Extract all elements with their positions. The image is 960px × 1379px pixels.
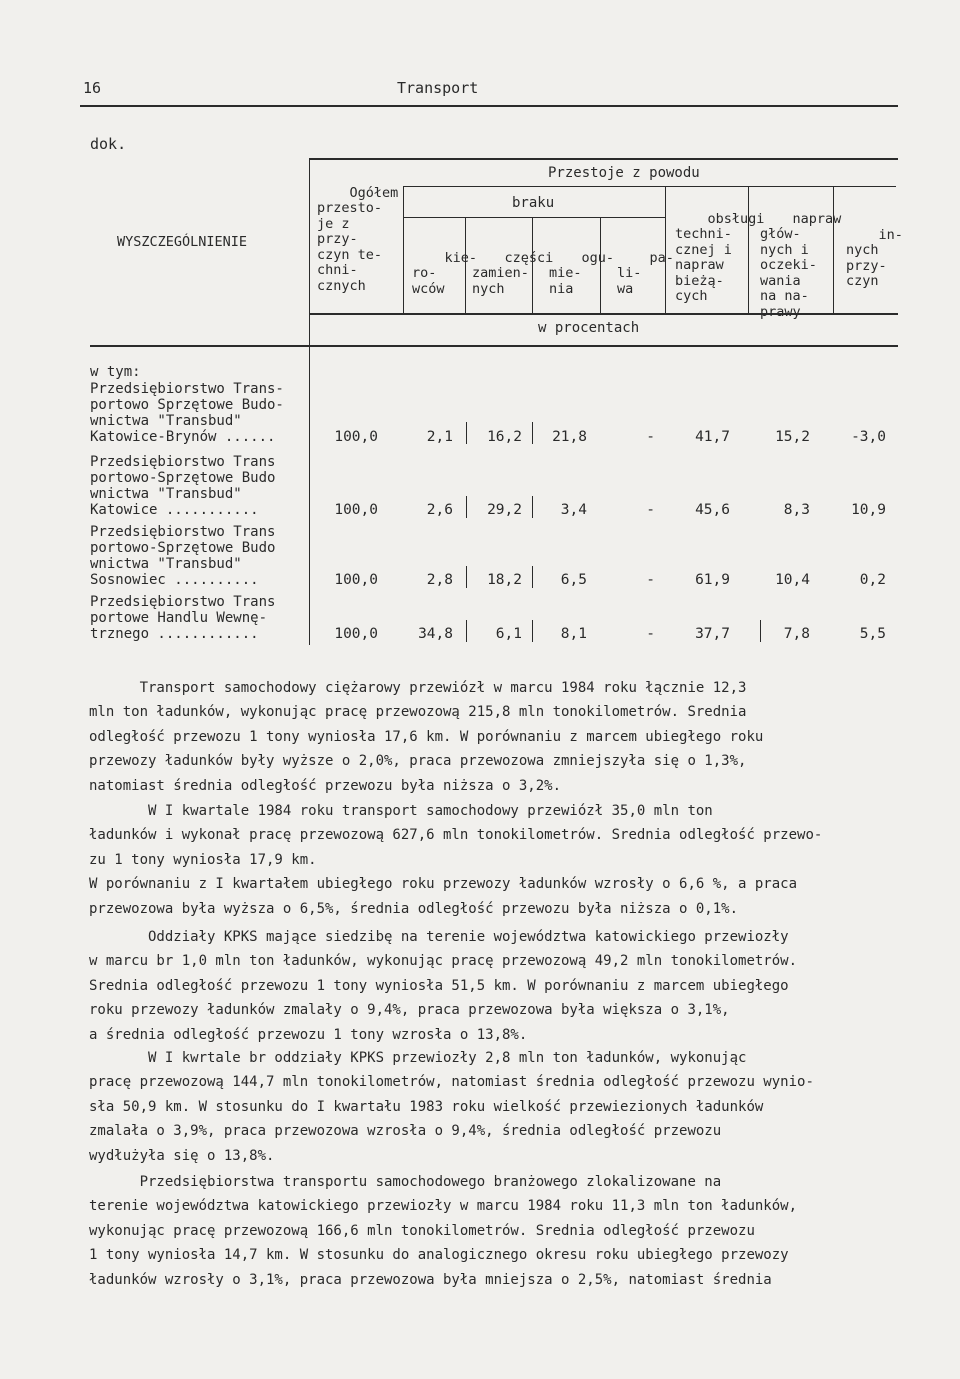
- col-header-paliwa: pa- li- wa: [617, 249, 674, 297]
- row-name-line: portowo-Sprzętowe Budo: [90, 540, 276, 556]
- row-name-last: trznego ............: [90, 626, 259, 642]
- value-paliwa: -: [646, 572, 655, 588]
- row-name-line: portowo Sprzętowe Budo-: [90, 397, 284, 413]
- value-czesci: 29,2: [487, 502, 522, 518]
- row-name-last: Katowice-Brynów ......: [90, 429, 276, 445]
- row-name-line: portowe Handlu Wewnę-: [90, 610, 268, 626]
- row-name-line: Przedsiębiorstwo Trans: [90, 454, 276, 470]
- row-name-last: Katowice ...........: [90, 502, 259, 518]
- unit-row-label: w procentach: [538, 320, 640, 336]
- value-paliwa: -: [646, 626, 655, 642]
- value-czesci: 6,1: [495, 626, 522, 642]
- value-innych: 0,2: [859, 572, 886, 588]
- col-header-czesci: części zamien- nych: [472, 249, 554, 297]
- value-innych: 5,5: [859, 626, 886, 642]
- value-napraw: 7,8: [783, 626, 810, 642]
- value-obslugi: 61,9: [695, 572, 730, 588]
- value-kierowcow: 2,1: [426, 429, 453, 445]
- value-ogumienia: 3,4: [560, 502, 587, 518]
- value-napraw: 15,2: [775, 429, 810, 445]
- paragraph: Oddziały KPKS mające siedzibę na terenie województwa katowickiego przewiozły w marcu br 1,0 mln ton ładunków, wykonując pracę przewozową 49,2 mln tonokilometrów. Srednia odległość przewozu 1 tony wyniosła 51,5 km. W porównaniu z marcem ubiegłego roku przewozy ładunków zmalały o 9,4%, praca przewozowa była większa o 3,1%, a średnia odległość przewozu 1 tony wzrosła o 13,8%.: [89, 929, 798, 1043]
- value-czesci: 18,2: [487, 572, 522, 588]
- row-name-line: Przedsiębiorstwo Trans: [90, 524, 276, 540]
- value-czesci: 16,2: [487, 429, 522, 445]
- value-total: 100,0: [334, 626, 378, 642]
- value-kierowcow: 2,8: [426, 572, 453, 588]
- value-obslugi: 41,7: [695, 429, 730, 445]
- col-header-ogumienia: ogu- mie- nia: [549, 249, 615, 297]
- paragraph: Przedsiębiorstwa transportu samochodowego branżowego zlokalizowane na terenie województwa katowickiego przewiozły w marcu 1984 roku 11,3 mln ton ładunków, wykonując pracę przewozową 166,6 mln tonokilometrów. Srednia odległość przewozu 1 tony wyniosła 14,7 km. W stosunku do analogicznego okresu roku ubiegłego przewozy ładunków wzrosły o 3,1%, praca przewozowa była mniejsza o 2,5%, natomiast średnia: [89, 1174, 798, 1288]
- table-top-rule: [309, 158, 898, 160]
- row-name-line: wnictwa "Transbud": [90, 486, 242, 502]
- col-header-kierowcow: kie- ro- wców: [412, 249, 478, 297]
- value-obslugi: 45,6: [695, 502, 730, 518]
- paragraph: W I kwartale 1984 roku transport samochodowy przewiózł 35,0 mln ton ładunków i wykonał pracę przewozową 627,6 mln tonokilometrów. Srednia odległość przewo- zu 1 tony wyniosła 17,9 km. W porównaniu z I kwartałem ubiegłego roku przewozy ładunków wzrosły o 6,6 %, a praca przewozowa była wyższa o 6,5%, średnia odległość przewozu była niższa o 0,1%.: [89, 803, 823, 917]
- value-obslugi: 37,7: [695, 626, 730, 642]
- value-innych: -3,0: [851, 429, 886, 445]
- value-kierowcow: 34,8: [418, 626, 453, 642]
- page-number: 16: [83, 79, 102, 97]
- braku-rule: [403, 217, 665, 218]
- value-innych: 10,9: [851, 502, 886, 518]
- col-header-innych: in- nych przy- czyn: [846, 226, 903, 289]
- group-header: Przestoje z powodu: [548, 165, 700, 181]
- row-name-line: wnictwa "Transbud": [90, 556, 242, 572]
- value-total: 100,0: [334, 572, 378, 588]
- group-rule: [403, 186, 896, 187]
- rows-intro: w tym:: [90, 364, 141, 380]
- header-rule: [80, 105, 898, 107]
- value-ogumienia: 6,5: [560, 572, 587, 588]
- value-paliwa: -: [646, 429, 655, 445]
- row-name-last: Sosnowiec ..........: [90, 572, 259, 588]
- value-napraw: 8,3: [783, 502, 810, 518]
- running-title: Transport: [397, 79, 479, 97]
- row-name-line: Przedsiębiorstwo Trans: [90, 594, 276, 610]
- value-paliwa: -: [646, 502, 655, 518]
- subgroup-braku: braku: [512, 195, 555, 211]
- col-header-obslugi: obsługi techni- cznej i napraw bieżą- cych: [675, 210, 765, 304]
- unit-bottom-rule: [90, 345, 898, 347]
- paragraph: W I kwrtale br oddziały KPKS przewiozły 2,8 mln ton ładunków, wykonując pracę przewozową 144,7 mln tonokilometrów, natomiast średnia odległość przewozu wynio- sła 50,9 km. W stosunku do I kwartału 1983 roku wielkość przewiezionych ładunków zmalała o 3,9%, praca przewozowa wzrosła o 9,4%, średnia odległość przewozu wydłużyła się o 13,8%.: [89, 1050, 814, 1164]
- col-header-total: Ogółem przesto- je z przy- czyn te- chni- cznych: [317, 184, 399, 294]
- col-header-napraw: napraw głów- nych i oczeki- wania na na- prawy: [760, 210, 842, 320]
- value-ogumienia: 21,8: [552, 429, 587, 445]
- value-ogumienia: 8,1: [560, 626, 587, 642]
- value-kierowcow: 2,6: [426, 502, 453, 518]
- value-total: 100,0: [334, 502, 378, 518]
- row-name-line: wnictwa "Transbud": [90, 413, 242, 429]
- stub-header: WYSZCZEGÓLNIENIE: [117, 234, 248, 250]
- value-total: 100,0: [334, 429, 378, 445]
- value-napraw: 10,4: [775, 572, 810, 588]
- row-name-line: portowo-Sprzętowe Budo: [90, 470, 276, 486]
- row-name-line: Przedsiębiorstwo Trans-: [90, 381, 284, 397]
- paragraph: Transport samochodowy ciężarowy przewiózł w marcu 1984 roku łącznie 12,3 mln ton ładunków, wykonując pracę przewozową 215,8 mln tonokilometrów. Srednia odległość przewozu 1 tony wyniosła 17,6 km. W porównaniu z marcem ubiegłego roku przewozy ładunków były wyższe o 2,0%, praca przewozowa zmniejszyła się o 1,3%, natomiast średnia odległość przewozu była niższa o 3,2%.: [89, 680, 764, 794]
- continuation-label: dok.: [90, 135, 127, 153]
